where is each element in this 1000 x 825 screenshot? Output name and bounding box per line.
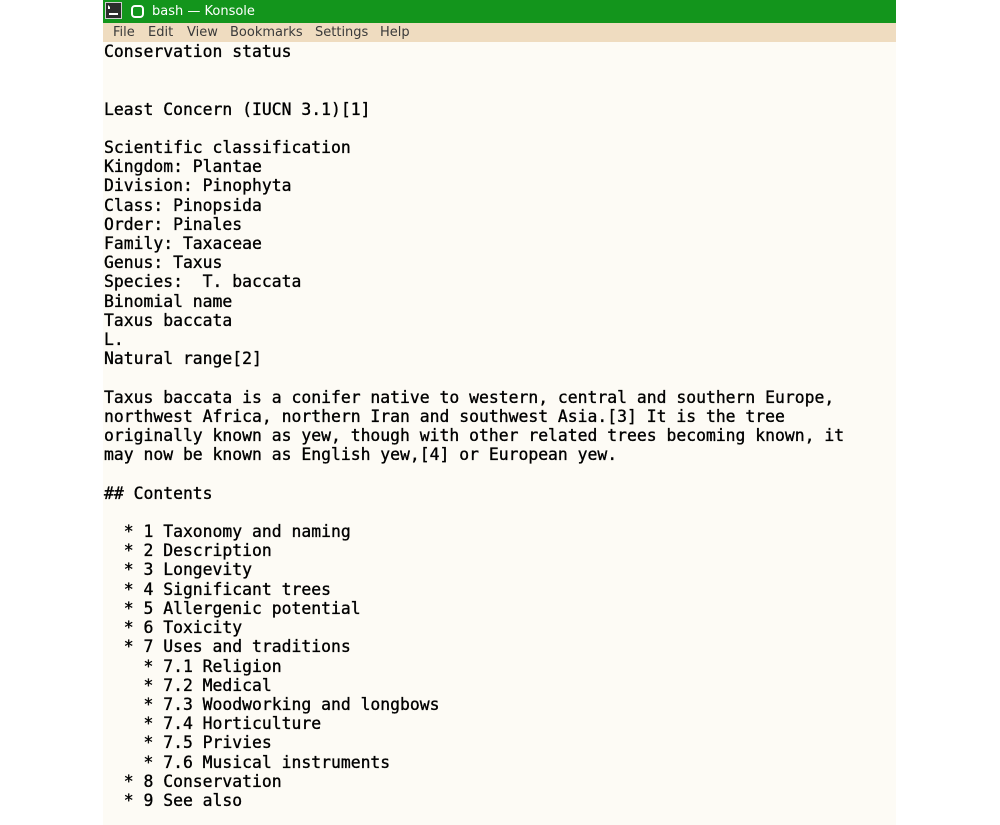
prompt-glyph bbox=[108, 5, 114, 9]
title-bar[interactable] bbox=[103, 0, 896, 23]
menu-bar bbox=[103, 23, 896, 42]
menu-help[interactable]: Help bbox=[380, 25, 410, 40]
window-title: bash — Konsole bbox=[152, 4, 255, 19]
menu-bookmarks[interactable]: Bookmarks bbox=[230, 25, 303, 40]
pin-icon[interactable] bbox=[131, 5, 144, 18]
menu-view[interactable]: View bbox=[187, 25, 218, 40]
menu-settings[interactable]: Settings bbox=[315, 25, 369, 40]
konsole-window bbox=[103, 0, 896, 825]
menu-edit[interactable]: Edit bbox=[148, 25, 174, 40]
terminal-icon[interactable] bbox=[105, 2, 122, 19]
menu-file[interactable]: File bbox=[113, 25, 135, 40]
terminal-output[interactable]: Conservation status Least Concern (IUCN 3.1)[1] Scientific classification Kingdom: Plantae Division: Pinophyta Class: Pinopsida Order: Pinales Family: Taxaceae Genus: Taxus Species: T. baccata Binomial name Taxus baccata L. Natural range[2] Taxus baccata is a conifer native to western, central and southern Europe, northwest Africa, northern Iran and southwest Asia.[3] It is the tree originally known as yew, though with other related trees becoming known, it may now be known as English yew,[4] or European yew. ## Contents * 1 Taxonomy and naming * 2 Description * 3 Longevity * 4 Significant trees * 5 Allergenic potential * 6 Toxicity * 7 Uses and traditions * 7.1 Religion * 7.2 Medical * 7.3 Woodworking and longbows * 7.4 Horticulture * 7.5 Privies * 7.6 Musical instruments * 8 Conservation * 9 See also bbox=[104, 42, 845, 810]
terminal-area[interactable] bbox=[103, 42, 896, 825]
cursor-glyph bbox=[109, 13, 118, 15]
